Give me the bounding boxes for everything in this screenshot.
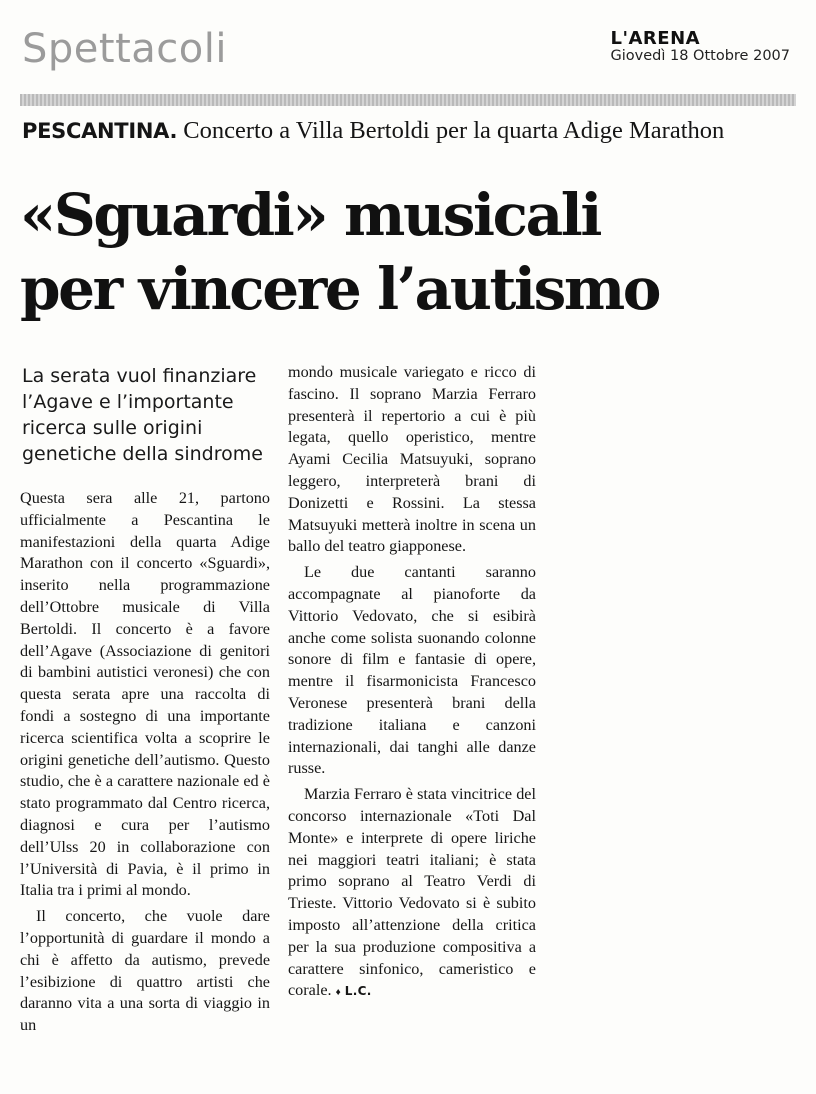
article-column-1 bbox=[20, 488, 270, 1037]
headline-line-2: per vincere l’autismo bbox=[20, 255, 660, 323]
headline-line-1: «Sguardi» musicali bbox=[20, 181, 601, 249]
article-column-2 bbox=[288, 362, 536, 1004]
headline bbox=[20, 178, 659, 326]
kicker-text: Concerto a Villa Bertoldi per la quarta Adige Marathon bbox=[183, 117, 725, 144]
article-paragraph bbox=[288, 784, 536, 1004]
article-paragraph: Le due cantanti saranno accompagnate al pianoforte da Vittorio Vedovato, che si esibirà anche come solista suonando colonne sonore di film e fantasie di opere, mentre il fisarmonicista Francesco Veronese presenterà brani della tradizione italiana e canzoni internazionali, dai tanghi alle danze russe. bbox=[288, 563, 536, 778]
article-paragraph: Il concerto, che vuole dare l’opportunità di guardare il mondo a chi è affetto da autismo, prevede l’esibizione di quattro artisti che daranno vita a una sorta di viaggio in un bbox=[20, 907, 270, 1035]
newspaper-name: L'ARENA bbox=[610, 28, 701, 49]
article-paragraph-continued: mondo musicale variegato e ricco di fascino. Il soprano Marzia Ferraro presenterà il repertorio a cui è più legata, quello operistico, mentre Ayami Cecilia Matsuyuki, soprano leggero, interpreterà brani di Donizetti e Rossini. La stessa Matsuyuki metterà inoltre in scena un ballo del teatro giapponese. bbox=[288, 363, 536, 556]
section-title: Spettacoli bbox=[22, 26, 227, 72]
masthead bbox=[611, 28, 790, 64]
article-paragraph-text: Marzia Ferraro è stata vincitrice del concorso internazionale «Toti Dal Monte» e interprete di opere liriche nei maggiori teatri italiani; è stata primo soprano al Teatro Verdi di Trieste. Vittorio Vedovato si è subito imposto all’attenzione della critica per la sua produzione compositiva a carattere sinfonico, cameristico e corale. bbox=[288, 785, 536, 1000]
kicker-place: PESCANTINA. bbox=[22, 119, 178, 143]
author-signature: L.C. bbox=[344, 984, 372, 999]
article-paragraph: Questa sera alle 21, partono ufficialmente a Pescantina le manifestazioni della quarta Adige Marathon con il concerto «Sguardi», inserito nella programmazione dell’Ottobre musicale di Villa Bertoldi. Il concerto è a favore dell’Agave (Associazione di genitori di bambini autistici veronesi) che con questa serata apre una raccolta di fondi a sostegno di una importante ricerca scientifica volta a scoprire le origini genetiche dell’autismo. Questo studio, che è a carattere nazionale ed è stato programmato dal Centro ricerca, diagnosi e cura per l’autismo dell’Ulss 20 in collaborazione con l’Università di Pavia, è il primo in Italia tra i primi al mondo. bbox=[20, 489, 270, 900]
publication-date: Giovedì 18 Ottobre 2007 bbox=[610, 48, 790, 64]
kicker bbox=[22, 117, 724, 145]
header-divider bbox=[20, 94, 796, 106]
diamond-icon: ♦ bbox=[335, 987, 341, 999]
deck-subtitle: La serata vuol finanziare l’Agave e l’importante ricerca sulle origini genetiche della sindrome bbox=[22, 365, 263, 465]
